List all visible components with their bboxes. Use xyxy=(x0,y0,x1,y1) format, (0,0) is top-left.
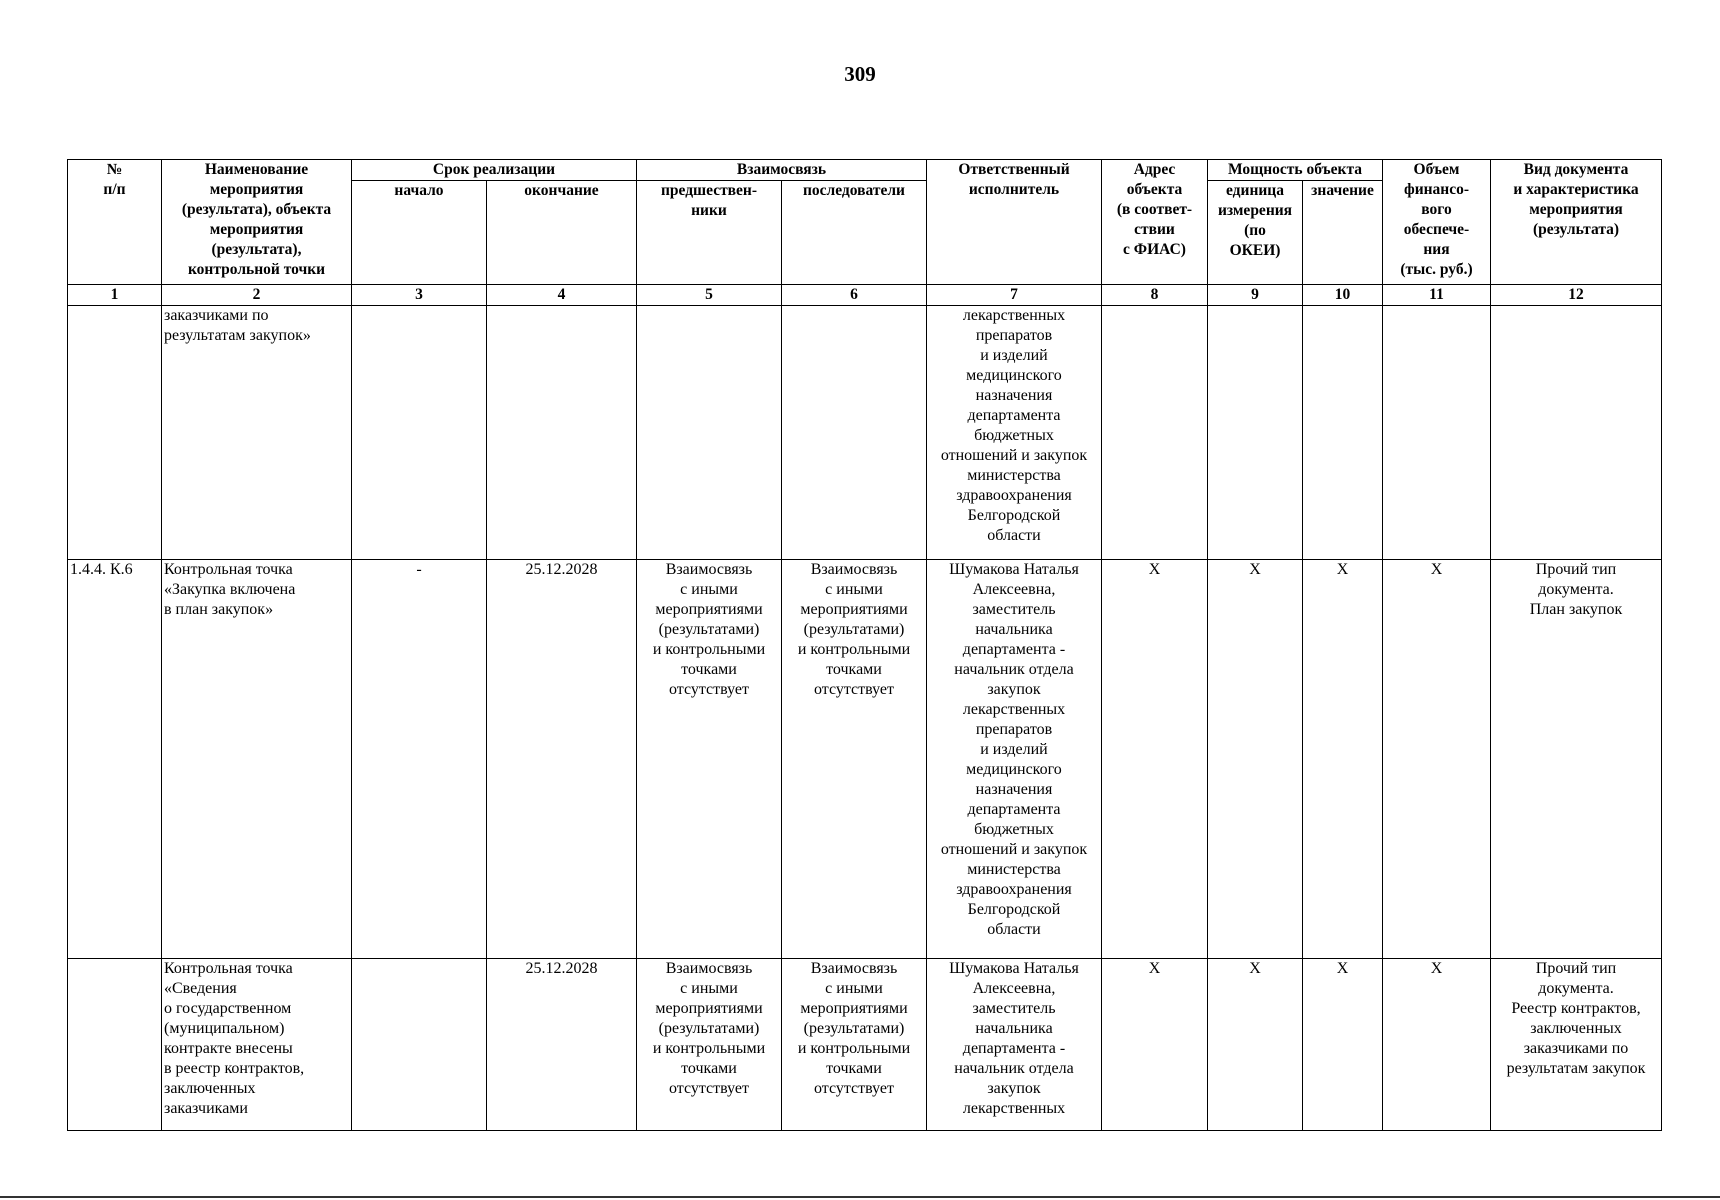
cell-unit: Х xyxy=(1208,560,1303,959)
header-relation-next: последователи xyxy=(782,181,927,285)
column-number: 5 xyxy=(637,285,782,306)
cell-doc xyxy=(1491,306,1662,560)
cell-address xyxy=(1102,306,1208,560)
cell-finance: Х xyxy=(1383,959,1491,1131)
cell-name: Контрольная точка «Сведения о государственном (муниципальном) контракте внесены в реестр контрактов, заключенных заказчиками xyxy=(162,959,352,1131)
cell-prev: Взаимосвязь с иными мероприятиями (результатами) и контрольными точками отсутствует xyxy=(637,959,782,1131)
cell-finance: Х xyxy=(1383,560,1491,959)
header-responsible: Ответственный исполнитель xyxy=(927,160,1102,285)
cell-value: Х xyxy=(1303,560,1383,959)
cell-prev: Взаимосвязь с иными мероприятиями (результатами) и контрольными точками отсутствует xyxy=(637,560,782,959)
column-number: 9 xyxy=(1208,285,1303,306)
cell-responsible: Шумакова Наталья Алексеевна, заместитель начальника департамента - начальник отдела закупок лекарственных препаратов и изделий медицинского назначения департамента бюджетных отношений и закупок министерства здравоохранения Белгородской области xyxy=(927,560,1102,959)
column-number: 2 xyxy=(162,285,352,306)
header-term: Срок реализации xyxy=(352,160,637,181)
cell-responsible: лекарственных препаратов и изделий медицинского назначения департамента бюджетных отношений и закупок министерства здравоохранения Белгородской области xyxy=(927,306,1102,560)
column-number: 3 xyxy=(352,285,487,306)
table-row xyxy=(68,560,1662,959)
header-address: Адрес объекта (в соответ- ствии с ФИАС) xyxy=(1102,160,1208,285)
table-body xyxy=(68,306,1662,1131)
cell-no: 1.4.4. К.6 xyxy=(68,560,162,959)
column-number: 1 xyxy=(68,285,162,306)
header-term-start: начало xyxy=(352,181,487,285)
cell-next: Взаимосвязь с иными мероприятиями (результатами) и контрольными точками отсутствует xyxy=(782,560,927,959)
header-name: Наименование мероприятия (результата), объекта мероприятия (результата), контрольной точки xyxy=(162,160,352,285)
cell-prev xyxy=(637,306,782,560)
column-number: 10 xyxy=(1303,285,1383,306)
column-number: 11 xyxy=(1383,285,1491,306)
cell-unit xyxy=(1208,306,1303,560)
table-header xyxy=(68,160,1662,306)
cell-responsible: Шумакова Наталья Алексеевна, заместитель начальника департамента - начальник отдела закупок лекарственных xyxy=(927,959,1102,1131)
header-doc: Вид документа и характеристика мероприятия (результата) xyxy=(1491,160,1662,285)
cell-name: заказчиками по результатам закупок» xyxy=(162,306,352,560)
page-number: 309 xyxy=(844,62,876,86)
header-capacity-value: значение xyxy=(1303,181,1383,285)
column-number: 12 xyxy=(1491,285,1662,306)
column-number: 6 xyxy=(782,285,927,306)
column-number: 8 xyxy=(1102,285,1208,306)
cell-start xyxy=(352,959,487,1131)
cell-next: Взаимосвязь с иными мероприятиями (результатами) и контрольными точками отсутствует xyxy=(782,959,927,1131)
table-row xyxy=(68,959,1662,1131)
header-term-end: окончание xyxy=(487,181,637,285)
header-capacity-unit: единица измерения (по ОКЕИ) xyxy=(1208,181,1303,285)
cell-unit: Х xyxy=(1208,959,1303,1131)
cell-no xyxy=(68,306,162,560)
column-number-row xyxy=(68,285,1662,306)
cell-finance xyxy=(1383,306,1491,560)
cell-name: Контрольная точка «Закупка включена в план закупок» xyxy=(162,560,352,959)
cell-doc: Прочий тип документа. Реестр контрактов, заключенных заказчиками по результатам закупок xyxy=(1491,959,1662,1131)
cell-start: - xyxy=(352,560,487,959)
cell-start xyxy=(352,306,487,560)
cell-end: 25.12.2028 xyxy=(487,560,637,959)
cell-doc: Прочий тип документа. План закупок xyxy=(1491,560,1662,959)
cell-address: Х xyxy=(1102,560,1208,959)
column-number: 7 xyxy=(927,285,1102,306)
header-relation-prev: предшествен- ники xyxy=(637,181,782,285)
plan-table xyxy=(67,159,1662,1131)
header-no: № п/п xyxy=(68,160,162,285)
column-number: 4 xyxy=(487,285,637,306)
cell-value xyxy=(1303,306,1383,560)
page-bottom-rule xyxy=(0,1196,1720,1198)
header-finance: Объем финансо- вого обеспече- ния (тыс. руб.) xyxy=(1383,160,1491,285)
header-capacity: Мощность объекта xyxy=(1208,160,1383,181)
cell-end xyxy=(487,306,637,560)
table-row xyxy=(68,306,1662,560)
cell-end: 25.12.2028 xyxy=(487,959,637,1131)
cell-no xyxy=(68,959,162,1131)
cell-value: Х xyxy=(1303,959,1383,1131)
cell-address: Х xyxy=(1102,959,1208,1131)
cell-next xyxy=(782,306,927,560)
header-relation: Взаимосвязь xyxy=(637,160,927,181)
